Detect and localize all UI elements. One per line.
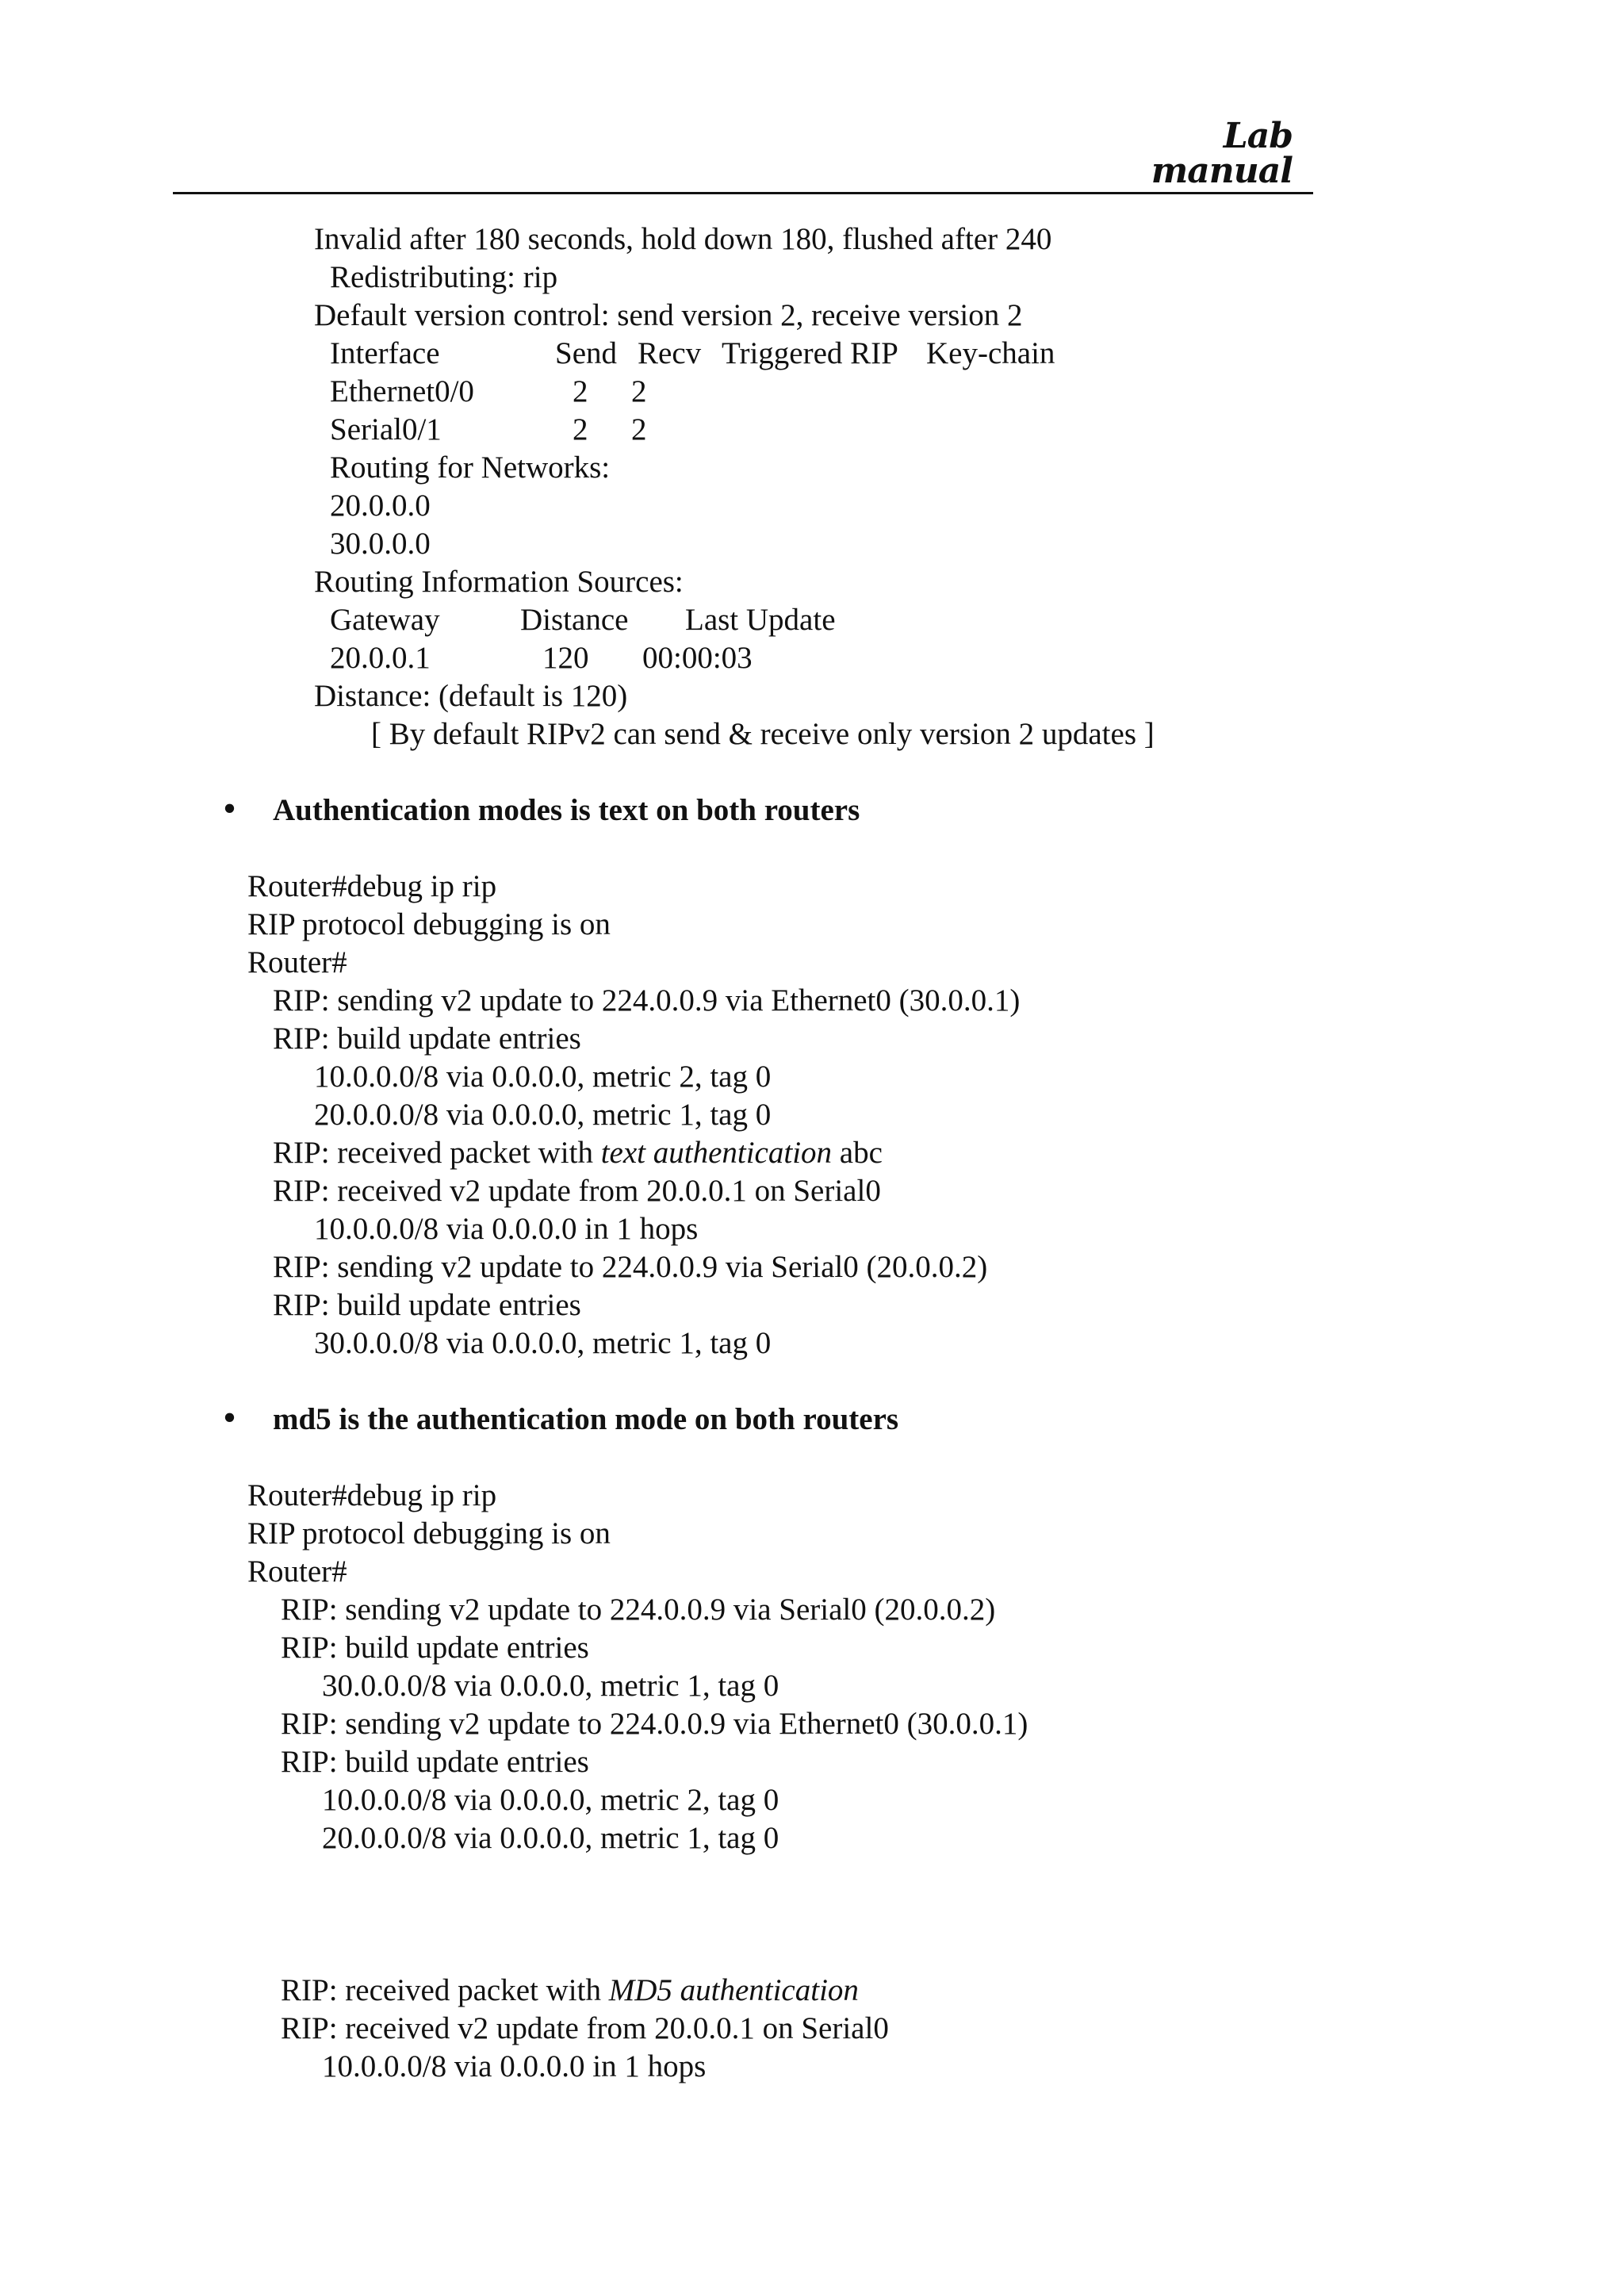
text-line: RIP: received packet with MD5 authentication xyxy=(281,1973,859,2007)
table-header-keychain: Key-chain xyxy=(926,336,1055,370)
header-title: Lab manual xyxy=(1151,116,1293,191)
table-cell-gateway: 20.0.0.1 xyxy=(330,641,431,675)
bullet-icon: • xyxy=(220,792,239,828)
text-line: Routing Information Sources: xyxy=(314,565,684,599)
table-header-recv: Recv xyxy=(638,336,702,370)
text-line: Router#debug ip rip xyxy=(247,869,497,903)
text-line: RIP protocol debugging is on xyxy=(247,1516,611,1550)
text-line: Redistributing: rip xyxy=(330,260,558,294)
text-line: RIP: build update entries xyxy=(281,1631,589,1665)
text-line: Default version control: send version 2, receive version 2 xyxy=(314,298,1023,332)
text-line: 20.0.0.0/8 via 0.0.0.0, metric 1, tag 0 xyxy=(314,1098,772,1132)
text-line: Invalid after 180 seconds, hold down 180, flushed after 240 xyxy=(314,222,1052,256)
table-cell-send: 2 xyxy=(573,374,588,408)
table-header-distance: Distance xyxy=(520,603,629,637)
text-line: RIP: sending v2 update to 224.0.0.9 via Ethernet0 (30.0.0.1) xyxy=(281,1707,1028,1741)
text-line: 10.0.0.0/8 via 0.0.0.0 in 1 hops xyxy=(314,1212,699,1246)
text-line: RIP: received v2 update from 20.0.0.1 on Serial0 xyxy=(273,1174,881,1208)
text-line: Routing for Networks: xyxy=(330,450,611,485)
table-cell-recv: 2 xyxy=(631,374,647,408)
text-line: 10.0.0.0/8 via 0.0.0.0, metric 2, tag 0 xyxy=(314,1060,772,1094)
text-line: Router#debug ip rip xyxy=(247,1478,497,1512)
table-header-last-update: Last Update xyxy=(685,603,836,637)
text-line: RIP: build update entries xyxy=(273,1288,581,1322)
text-line: RIP: build update entries xyxy=(281,1745,589,1779)
text-line: RIP: sending v2 update to 224.0.0.9 via Ethernet0 (30.0.0.1) xyxy=(273,983,1021,1018)
text-line: 20.0.0.0 xyxy=(330,489,431,523)
table-cell-recv: 2 xyxy=(631,412,647,447)
text-line: Router# xyxy=(247,1554,347,1589)
table-header-triggered: Triggered RIP xyxy=(722,336,898,370)
table-cell-interface: Ethernet0/0 xyxy=(330,374,474,408)
text-line: RIP: build update entries xyxy=(273,1022,581,1056)
table-cell-send: 2 xyxy=(573,412,588,447)
text-line: RIP: received packet with text authentication abc xyxy=(273,1136,883,1170)
text-line: RIP: sending v2 update to 224.0.0.9 via Serial0 (20.0.0.2) xyxy=(273,1250,988,1284)
table-cell-distance: 120 xyxy=(542,641,589,675)
section-heading: Authentication modes is text on both routers xyxy=(273,793,860,827)
text-line: 20.0.0.0/8 via 0.0.0.0, metric 1, tag 0 xyxy=(322,1821,779,1855)
text-line: Router# xyxy=(247,945,347,979)
text-line: Distance: (default is 120) xyxy=(314,679,628,713)
table-cell-last-update: 00:00:03 xyxy=(642,641,753,675)
text-line: 10.0.0.0/8 via 0.0.0.0 in 1 hops xyxy=(322,2049,707,2083)
bullet-icon: • xyxy=(220,1401,239,1437)
text-line: 10.0.0.0/8 via 0.0.0.0, metric 2, tag 0 xyxy=(322,1783,779,1817)
text-line: 30.0.0.0 xyxy=(330,527,431,561)
text-line: 30.0.0.0/8 via 0.0.0.0, metric 1, tag 0 xyxy=(314,1326,772,1360)
note-line: [ By default RIPv2 can send & receive only version 2 updates ] xyxy=(371,717,1155,751)
table-cell-interface: Serial0/1 xyxy=(330,412,442,447)
header-divider xyxy=(173,192,1313,194)
text-line: RIP: sending v2 update to 224.0.0.9 via Serial0 (20.0.0.2) xyxy=(281,1593,996,1627)
table-header-gateway: Gateway xyxy=(330,603,440,637)
table-header-send: Send xyxy=(555,336,617,370)
section-heading: md5 is the authentication mode on both routers xyxy=(273,1402,899,1436)
table-header-interface: Interface xyxy=(330,336,440,370)
text-line: RIP: received v2 update from 20.0.0.1 on Serial0 xyxy=(281,2011,889,2045)
text-line: 30.0.0.0/8 via 0.0.0.0, metric 1, tag 0 xyxy=(322,1669,779,1703)
text-line: RIP protocol debugging is on xyxy=(247,907,611,941)
